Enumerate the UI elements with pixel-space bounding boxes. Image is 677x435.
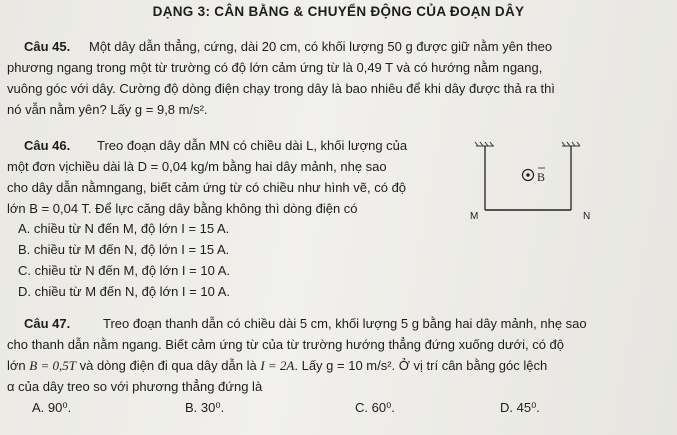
q47-text-1: Treo đoạn thanh dẫn có chiều dài 5 cm, khối lượng 5 g bằng hai dây mảnh, nhẹ sao: [103, 316, 587, 331]
q47-number: Câu 47.: [24, 316, 71, 331]
q47-b-value: B = 0,5T: [29, 358, 76, 373]
q47-option-c-letter: C.: [355, 400, 368, 415]
q47-i-value: I = 2A: [260, 358, 295, 373]
field-label-b: B: [537, 170, 546, 184]
q47-option-d-letter: D.: [500, 400, 513, 415]
q47-line-4: α của dây treo so với phương thẳng đứng là: [7, 379, 263, 394]
q47-text-3c: và dòng điện đi qua dây dẫn là: [79, 358, 257, 373]
q46-option-c-text: chiều từ N đến M, độ lớn I = 10 A.: [34, 263, 230, 278]
q46-option-c[interactable]: [18, 263, 230, 278]
q45-text-1: Một dây dẫn thẳng, cứng, dài 20 cm, có khối lượng 50 g được giữ nằm yên theo: [89, 39, 553, 54]
q47-option-b[interactable]: [185, 400, 224, 416]
ceiling-left: [475, 142, 494, 146]
q47-text-3a: lớn: [7, 358, 26, 373]
label-m: M: [470, 211, 479, 222]
q46-line-1: [24, 138, 407, 154]
q46-option-d[interactable]: [18, 284, 230, 299]
q46-option-b[interactable]: [18, 242, 229, 257]
ceiling-right: [562, 142, 580, 146]
q47-line-3: [7, 358, 547, 374]
q45-line-4: nó vẫn nằm yên? Lấy g = 9,8 m/s².: [7, 102, 208, 117]
q47-line-2: cho thanh dẫn nằm ngang. Biết cảm ứng từ của từ trường hướng thẳng đứng xuống dưới, có độ: [7, 337, 564, 352]
q46-number: Câu 46.: [24, 138, 71, 153]
q45-line-2: phương ngang trong một từ trường có độ lớn cảm ứng từ là 0,49 T và có hướng nằm ngang,: [7, 60, 543, 75]
q46-line-2: một đơn vịchiều dài là D = 0,04 kg/m bằng hai dây mảnh, nhẹ sao: [7, 159, 387, 174]
q46-figure: [470, 138, 610, 223]
q46-line-3: cho dây dẫn nằmngang, biết cảm ứng từ có chiều như hình vẽ, có độ: [7, 180, 407, 195]
q47-option-d[interactable]: [500, 400, 540, 416]
q45-number: Câu 45.: [24, 39, 71, 54]
q47-option-a[interactable]: [32, 400, 71, 416]
q46-option-d-text: chiều từ M đến N, độ lớn I = 10 A.: [34, 284, 230, 299]
q46-text-1: Treo đoạn dây dẫn MN có chiều dài L, khối lượng của: [97, 138, 408, 153]
q46-option-b-text: chiều từ M đến N, độ lớn I = 15 A.: [33, 242, 230, 257]
q47-text-3e: . Lấy g = 10 m/s². Ở vị trí cân bằng góc lệch: [294, 358, 548, 373]
q47-option-a-text: 90⁰.: [47, 400, 72, 415]
q46-option-a[interactable]: [18, 221, 229, 236]
q46-option-a-letter: A.: [18, 221, 31, 236]
section-title: DẠNG 3: CÂN BẰNG & CHUYỂN ĐỘNG CỦA ĐOẠN DÂY: [152, 4, 525, 19]
q46-option-b-letter: B.: [18, 242, 31, 257]
q47-option-c[interactable]: [355, 400, 395, 416]
q45-line-1: [24, 39, 552, 55]
q46-option-a-text: chiều từ N đến M, độ lớn I = 15 A.: [33, 221, 230, 236]
q45-line-3: vuông góc với dây. Cường độ dòng điện chạy trong dây là bao nhiêu để khi dây được thả ra thì: [7, 81, 555, 96]
q47-option-d-text: 45⁰.: [516, 400, 540, 415]
q47-option-a-letter: A.: [32, 400, 45, 415]
label-n: N: [583, 211, 591, 222]
q46-option-c-letter: C.: [18, 263, 31, 278]
q46-line-4: lớn B = 0,04 T. Để lực căng dây bằng không thì dòng điện có: [7, 201, 358, 216]
q47-option-b-letter: B.: [185, 400, 198, 415]
q47-option-b-text: 30⁰.: [200, 400, 225, 415]
q47-option-c-text: 60⁰.: [371, 400, 395, 415]
field-dot: [526, 173, 530, 177]
q46-option-d-letter: D.: [18, 284, 31, 299]
q47-line-1: [24, 316, 587, 332]
